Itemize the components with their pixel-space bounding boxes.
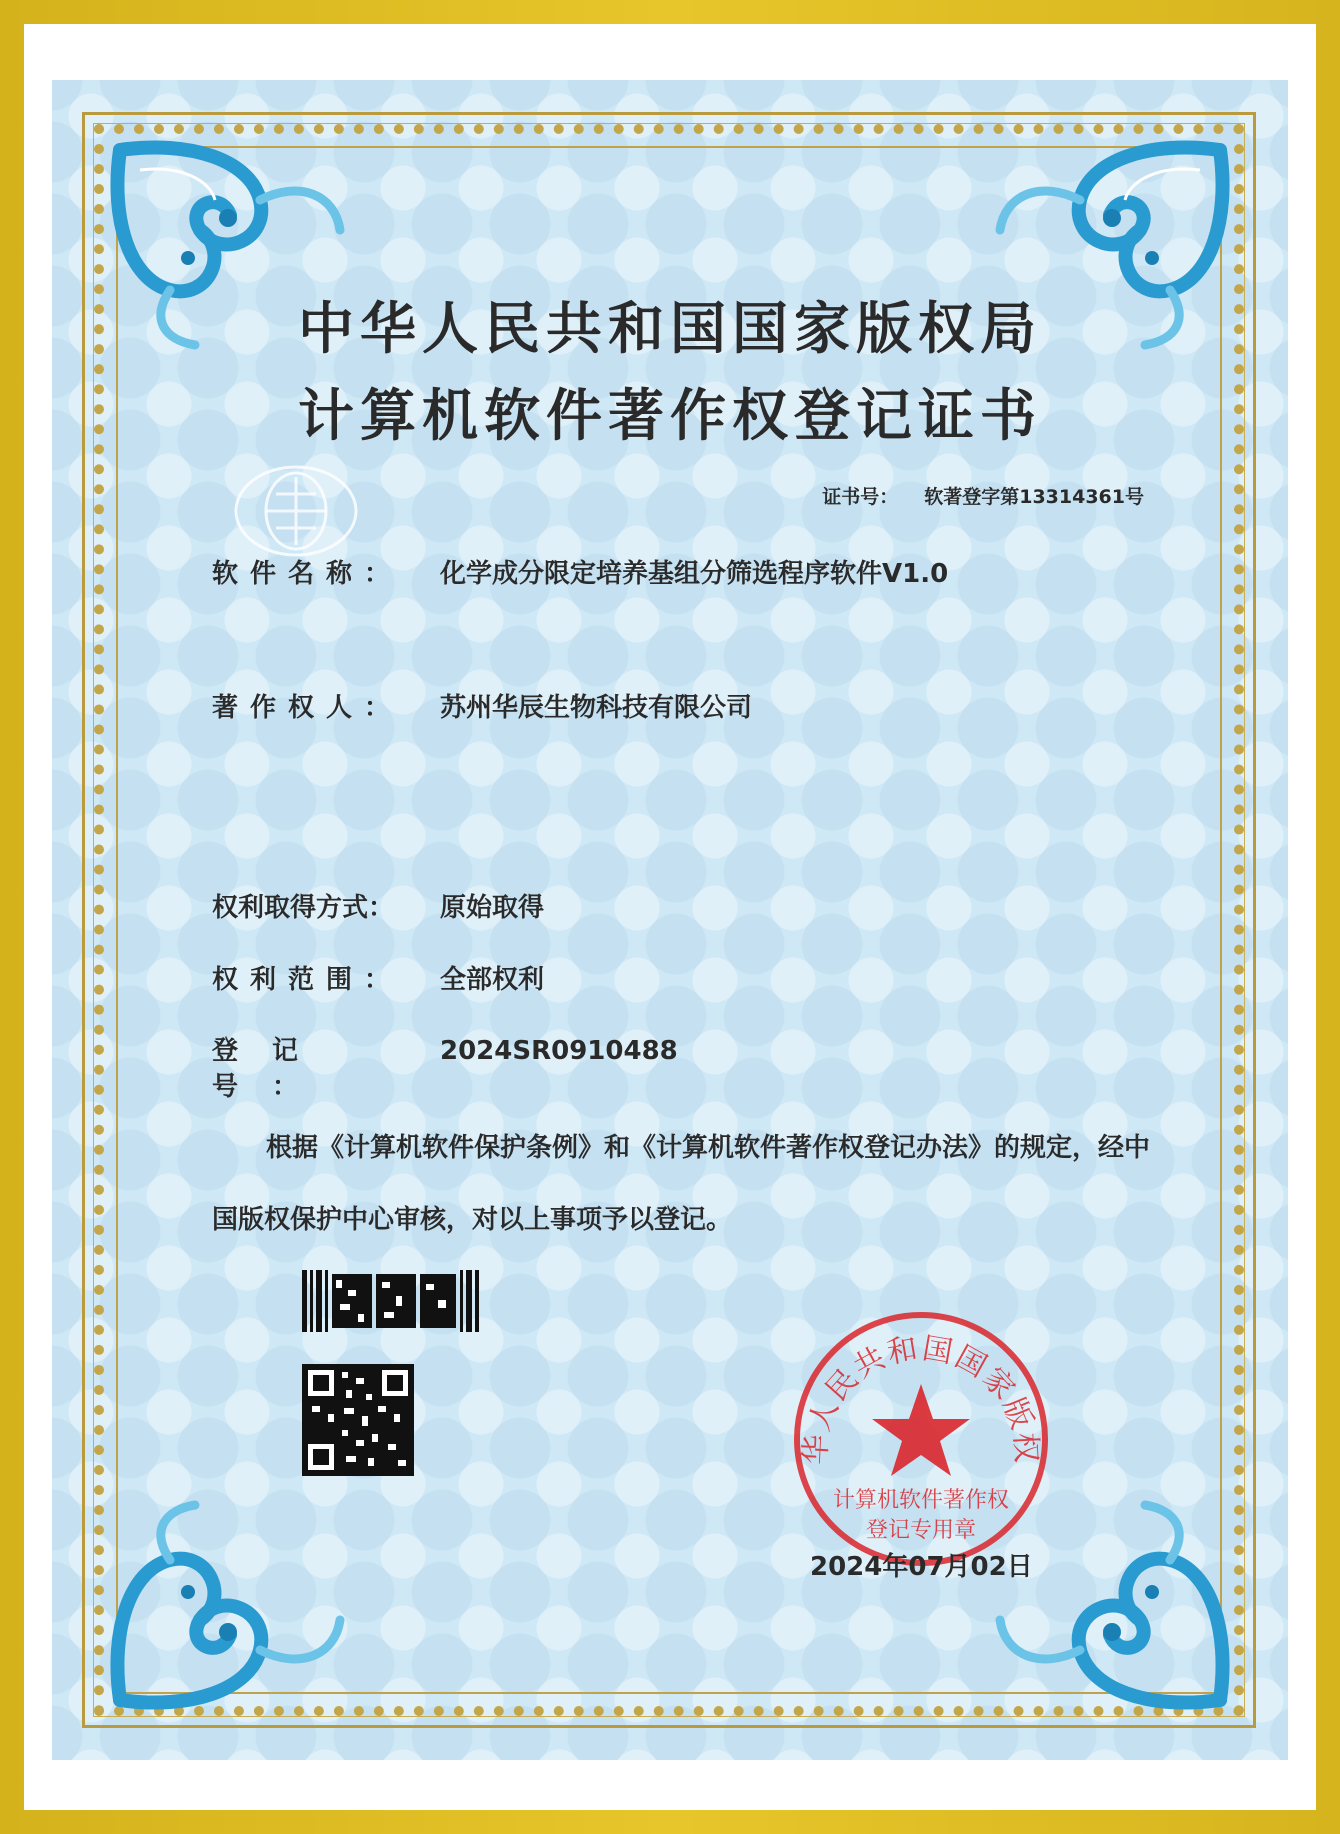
field-value: 原始取得 — [440, 893, 545, 923]
field-label: 权利取得方式： — [212, 893, 395, 923]
registration-statement: 根据《计算机软件保护条例》和《计算机软件著作权登记办法》的规定，经中国版权保护中心审核，对以上事项予以登记。 — [212, 1133, 1151, 1235]
seal-outer-text: 华人民共和国国家版权 — [798, 1331, 1044, 1466]
field-registration-number — [212, 1033, 678, 1105]
issue-date: 2024年07月02日 — [810, 1552, 1033, 1582]
barcode-icon — [302, 1270, 482, 1332]
certificate-number — [822, 482, 1144, 509]
field-label: 软件名称： — [212, 559, 403, 589]
field-value: 2024SR0910488 — [440, 1036, 678, 1066]
qr-code-icon — [302, 1364, 414, 1476]
corner-ornament-icon — [110, 1500, 350, 1710]
field-acquisition-method — [212, 890, 544, 926]
field-label: 权利范围： — [212, 965, 403, 995]
field-rights-scope — [212, 962, 544, 998]
certificate-title-line2: 计算机软件著作权登记证书 — [298, 383, 1042, 449]
emblem-icon — [232, 462, 360, 560]
field-value: 化学成分限定培养基组分筛选程序软件V1.0 — [440, 559, 949, 589]
certificate-number-label: 证书号： — [822, 486, 899, 508]
field-value: 全部权利 — [440, 965, 545, 995]
official-seal — [786, 1304, 1056, 1574]
field-software-name — [212, 556, 1000, 592]
field-value: 苏州华辰生物科技有限公司 — [440, 693, 753, 723]
seal-inner-text: 计算机软件著作权登记专用章 — [832, 1488, 1009, 1543]
field-label: 登记号： — [212, 1036, 333, 1102]
certificate-number-value: 软著登字第13314361号 — [924, 486, 1144, 508]
certificate-title-line1: 中华人民共和国国家版权局 — [298, 296, 1042, 362]
field-copyright-owner — [212, 690, 752, 726]
field-label: 著作权人： — [212, 693, 403, 723]
seal-star-icon — [872, 1384, 970, 1476]
